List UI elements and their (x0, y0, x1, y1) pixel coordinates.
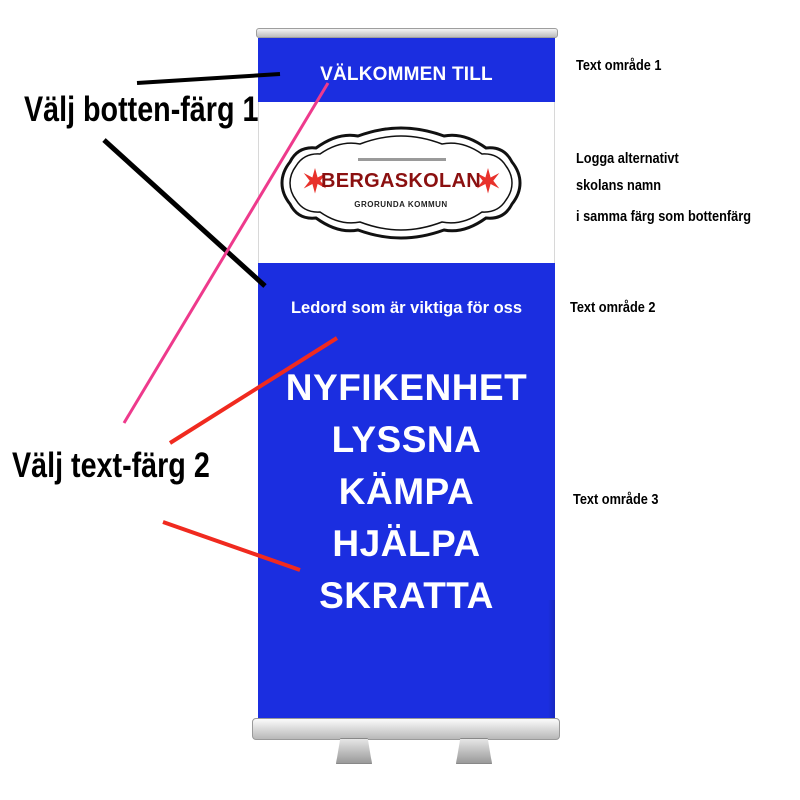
label-logo-note-3: i samma färg som bottenfärg (576, 208, 752, 225)
value-item: KÄMPA (338, 471, 475, 512)
value-item: HJÄLPA (332, 523, 481, 564)
label-text-area-1: Text område 1 (576, 57, 662, 74)
value-item: NYFIKENHET (285, 367, 528, 408)
label-text-area-2: Text område 2 (570, 299, 656, 316)
label-choose-text-color: Välj text-färg 2 (12, 446, 210, 485)
logo-school-name: BERGASKOLAN (321, 170, 481, 192)
value-item: SKRATTA (319, 575, 494, 616)
value-item: LYSSNA (331, 419, 482, 460)
pointer-line-text-color-red-lower (163, 522, 300, 570)
label-logo-note-2: skolans namn (576, 177, 662, 194)
logo-municipality: GRORUNDA KOMMUN (354, 200, 448, 209)
pointer-line-text-color-red-upper (170, 338, 337, 443)
pointer-line-text-color-pink (124, 83, 328, 423)
label-logo-note-1: Logga alternativt (576, 150, 679, 167)
pointer-line-bottom-color-lower (104, 140, 265, 286)
ledord-heading: Ledord som är viktiga för oss (290, 299, 523, 317)
label-choose-bottom-color: Välj botten-färg 1 (24, 90, 259, 129)
welcome-text: VÄLKOMMEN TILL (320, 64, 493, 85)
pointer-line-bottom-color-top (137, 74, 280, 83)
label-text-area-3: Text område 3 (573, 491, 659, 508)
